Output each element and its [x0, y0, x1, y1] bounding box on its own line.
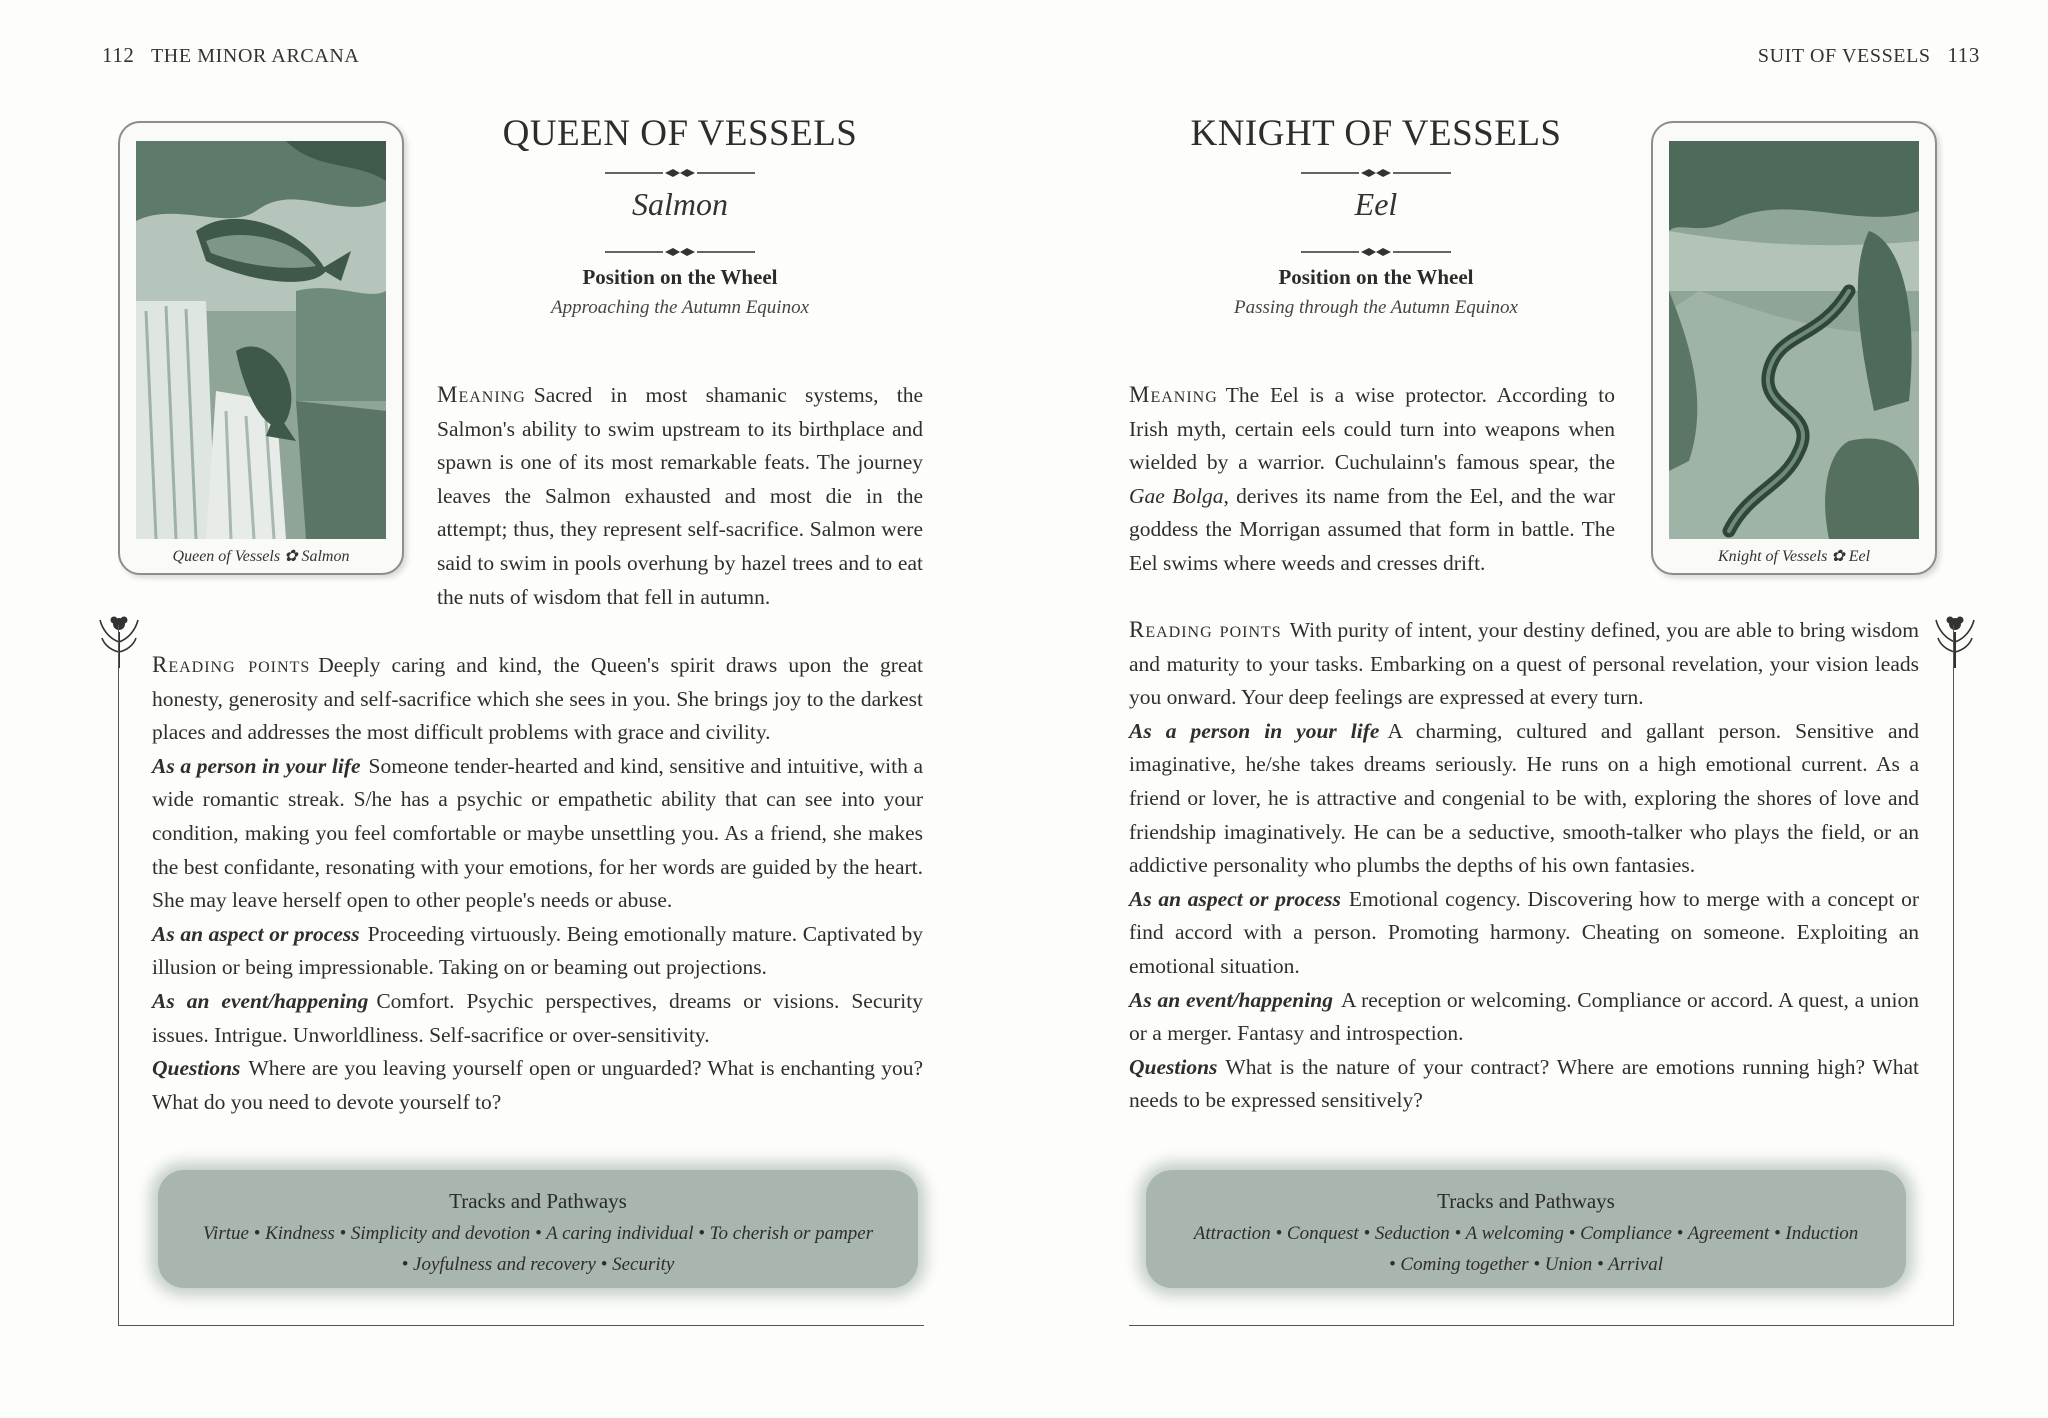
reading-text: Deeply caring and kind, the Queen's spirit draws upon the great honesty, generosity and self-sacrifice which she sees in you. She brings joy to the darkest places and addresses the most difficult problems with grace and civility. — [152, 653, 924, 745]
wheel-heading: Position on the Wheel — [1278, 265, 1474, 289]
page-number: 113 — [1947, 43, 1980, 67]
divider-ornament-icon — [605, 167, 755, 179]
questions-label: Questions — [152, 1056, 241, 1081]
running-head-text: THE MINOR ARCANA — [150, 45, 360, 67]
aspect-label: As an aspect or process — [1129, 886, 1341, 911]
card-illustration-salmon — [136, 141, 386, 539]
tracks-and-pathways-box — [1146, 1170, 1906, 1288]
tracks-line-1: Virtue • Kindness • Simplicity and devotion • A caring individual • To cherish or pamper — [202, 1223, 874, 1244]
tracks-heading: Tracks and Pathways — [449, 1189, 627, 1213]
wheel-position: Passing through the Autumn Equinox — [1234, 297, 1518, 318]
questions-text: Where are you leaving yourself open or unguarded? What is enchanting you? What do you need to devote yourself to? — [152, 1056, 923, 1114]
divider-ornament-icon — [1301, 246, 1451, 258]
person-text: A charming, cultured and gallant person. Sensitive and imaginative, he/she takes dreams seriously. He runs on a high emotional current. As a friend or lover, he is attractive and congenial to be with, exploring the shores of love and friendship imaginatively. He can be a seductive, smooth-talker who plays the field, or an addictive personality who plumbs the depths of his own fantasies. — [1129, 718, 1919, 878]
tracks-and-pathways-box — [158, 1170, 918, 1288]
event-label: As an event/happening — [152, 988, 369, 1013]
meaning-label: Meaning — [437, 382, 526, 407]
person-text: Someone tender-hearted and kind, sensitive and intuitive, with a wide romantic streak. S/he has a psychic or empathetic ability that can see into your condition, making you feel comfortable or maybe unsettling you. As a friend, she makes the best confidante, resonating with your emotions, for her words are guided by the heart. She may leave herself open to other people's needs or abuse. — [152, 753, 923, 913]
questions-text: What is the nature of your contract? Where are emotions running high? What needs to be expressed sensitively? — [1129, 1054, 1919, 1113]
page-number: 112 — [102, 43, 135, 67]
tracks-line-1: Attraction • Conquest • Seduction • A welcoming • Compliance • Agreement • Induction — [1193, 1223, 1859, 1244]
right-page — [1024, 0, 2048, 1418]
meaning-text-a: The Eel is a wise protector. According to Irish myth, certain eels could turn into weapons when wielded by a warrior. Cuchulainn's famous spear, the — [1129, 383, 1615, 475]
divider-ornament-icon — [1301, 167, 1451, 179]
card-caption: Knight of Vessels ✿ Eel — [1717, 548, 1871, 565]
running-head-left — [102, 43, 359, 68]
aspect-label: As an aspect or process — [152, 921, 360, 946]
aspect-text: Proceeding virtuously. Being emotionally mature. Captivated by illusion or being impressionable. Taking on or beaming out projections. — [152, 921, 923, 980]
running-head-right — [1758, 43, 1980, 68]
card-subtitle: Eel — [1354, 186, 1398, 222]
meaning-label: Meaning — [1129, 382, 1218, 407]
gae-bolga-italic: Gae Bolga — [1129, 483, 1224, 508]
questions-label: Questions — [1129, 1054, 1218, 1079]
reading-text: With purity of intent, your destiny defined, you are able to bring wisdom and maturity to your tasks. Embarking on a quest of personal revelation, your vision leads you onward. Your deep feelings are expressed at every turn. — [1129, 618, 1919, 710]
card-illustration-eel — [1669, 141, 1919, 539]
person-label: As a person in your life — [1129, 718, 1380, 743]
reading-points-section — [1129, 613, 1919, 1118]
reading-label: Reading points — [1129, 617, 1282, 642]
wheel-heading: Position on the Wheel — [582, 265, 778, 289]
divider-ornament-icon — [605, 246, 755, 258]
card-title: QUEEN OF VESSELS — [502, 113, 858, 154]
card-knight-of-vessels — [1651, 121, 1937, 575]
wheel-position: Approaching the Autumn Equinox — [550, 297, 810, 318]
event-text: A reception or welcoming. Compliance or accord. A quest, a union or a merger. Fantasy and introspection. — [1129, 987, 1920, 1046]
card-queen-of-vessels — [118, 121, 404, 575]
card-caption: Queen of Vessels ✿ Salmon — [172, 548, 350, 565]
person-label: As a person in your life — [152, 753, 361, 778]
meaning-paragraph — [437, 378, 923, 614]
card-subtitle: Salmon — [632, 186, 728, 222]
reading-points-section — [152, 648, 923, 1119]
meaning-text-b: , derives its name from the Eel, and the war goddess the Morrigan assumed that form in battle. The Eel swims where weeds and cresses drift. — [1129, 483, 1615, 575]
tracks-line-2: • Coming together • Union • Arrival — [1389, 1254, 1663, 1275]
reading-label: Reading points — [152, 652, 311, 677]
event-text: Comfort. Psychic perspectives, dreams or visions. Security issues. Intrigue. Unworldliness. Self-sacrifice or over-sensitivity. — [152, 988, 923, 1047]
card-title: KNIGHT OF VESSELS — [1190, 113, 1562, 154]
meaning-text: Sacred in most shamanic systems, the Salmon's ability to swim upstream to its birthplace and spawn is one of its most remarkable feats. The journey leaves the Salmon exhausted and most die in the attempt; thus, they represent self-sacrifice. Salmon were said to swim in pools overhung by hazel trees and to eat the nuts of wisdom that fell in autumn. — [437, 383, 923, 609]
event-label: As an event/happening — [1129, 987, 1333, 1012]
aspect-text: Emotional cogency. Discovering how to merge with a concept or find accord with a person. Promoting harmony. Cheating on someone. Exploiting an emotional situation. — [1129, 886, 1919, 978]
meaning-paragraph — [1129, 378, 1615, 581]
running-head-text: SUIT OF VESSELS — [1757, 45, 1931, 67]
tracks-heading: Tracks and Pathways — [1437, 1189, 1615, 1213]
tracks-line-2: • Joyfulness and recovery • Security — [401, 1254, 675, 1275]
